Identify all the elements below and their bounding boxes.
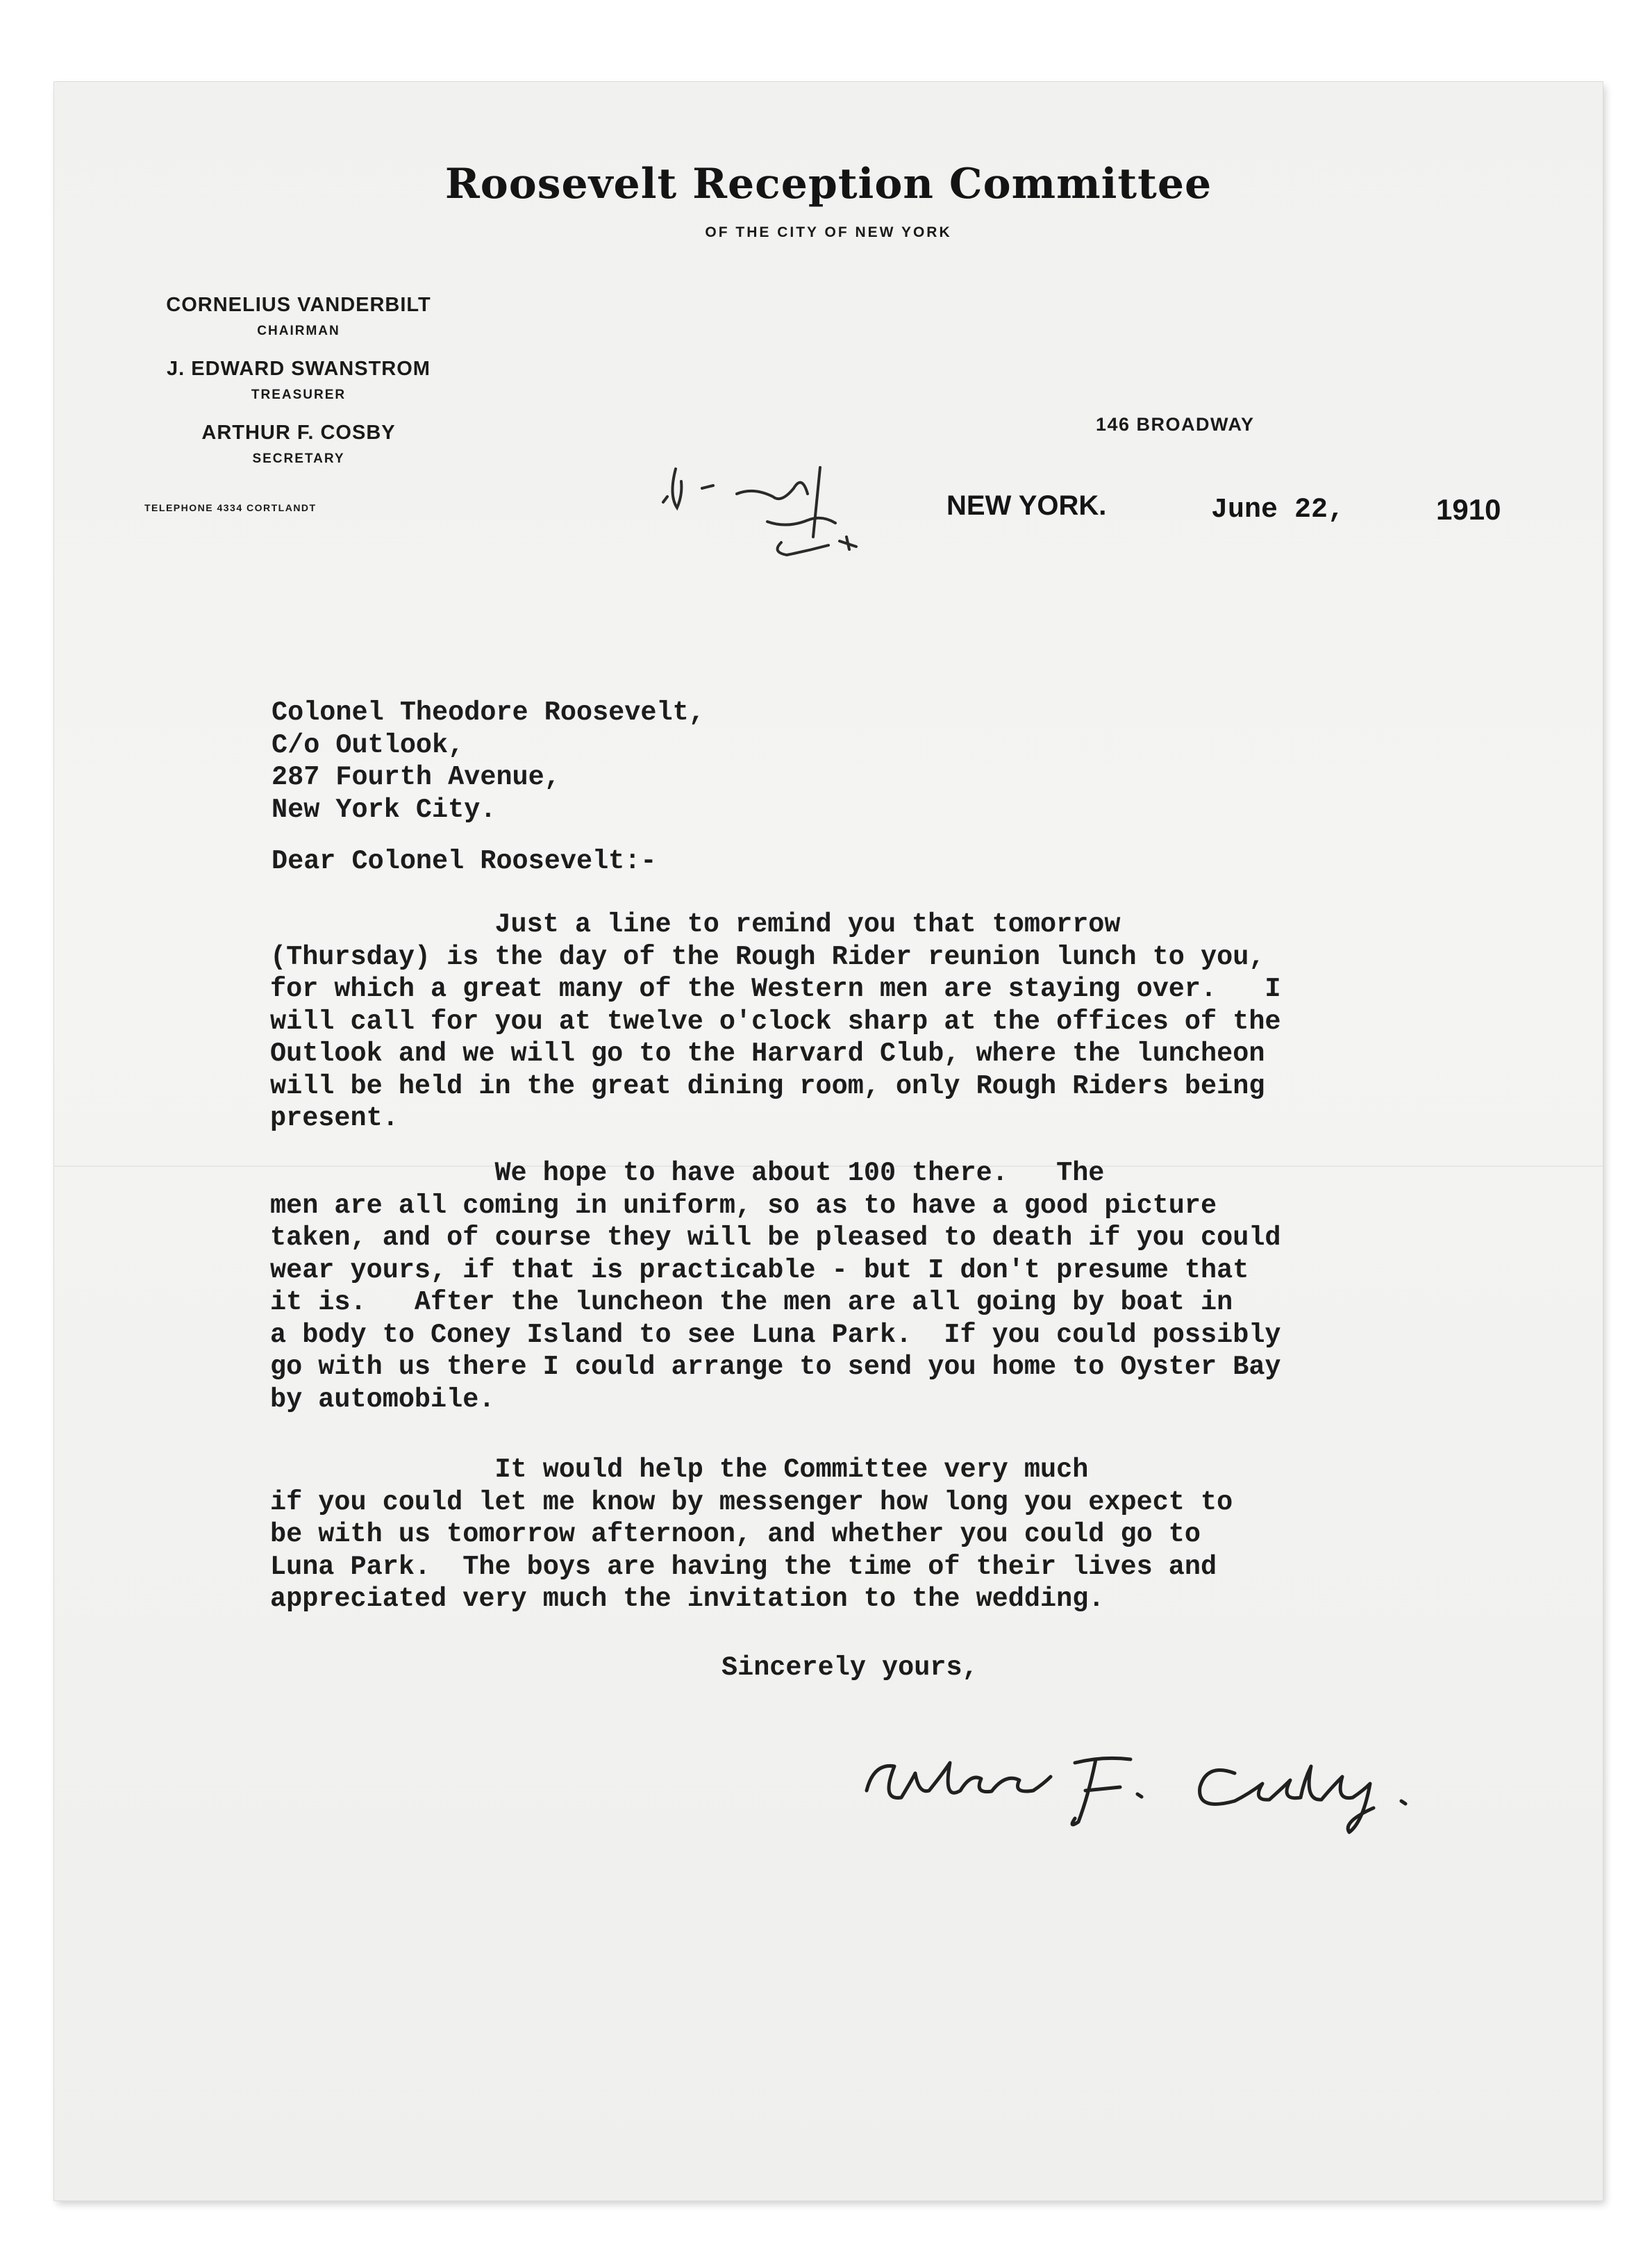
salutation: Dear Colonel Roosevelt:- bbox=[272, 846, 657, 877]
officer-role: SECRETARY bbox=[252, 451, 345, 466]
paragraph-line: will be held in the great dining room, only Rough Riders being bbox=[270, 1070, 1265, 1102]
street-address: 146 BROADWAY bbox=[1096, 414, 1255, 435]
paragraph-line: wear yours, if that is practicable - but I don't presume that bbox=[270, 1254, 1249, 1286]
officer-name: ARTHUR F. COSBY bbox=[201, 422, 396, 444]
address-line: New York City. bbox=[272, 794, 497, 825]
officer-treasurer bbox=[118, 358, 479, 403]
paragraph-line: be with us tomorrow afternoon, and whether you could go to bbox=[270, 1519, 1201, 1550]
paragraph-line: go with us there I could arrange to send you home to Oyster Bay bbox=[270, 1352, 1281, 1382]
letter-year: 1910 bbox=[1436, 493, 1501, 526]
paragraph-line: Luna Park. The boys are having the time of their lives and bbox=[270, 1551, 1217, 1582]
officer-chairman bbox=[118, 294, 479, 339]
paragraph-line: We hope to have about 100 there. The bbox=[270, 1158, 1105, 1188]
handwritten-notation-icon bbox=[599, 454, 919, 579]
paragraph-line: for which a great many of the Western men are staying over. I bbox=[270, 974, 1281, 1004]
recipient-address bbox=[272, 697, 705, 826]
paragraph-line: men are all coming in uniform, so as to have a good picture bbox=[270, 1190, 1217, 1221]
paragraph-line: will call for you at twelve o'clock sharp at the offices of the bbox=[270, 1006, 1281, 1037]
officer-secretary bbox=[118, 422, 479, 467]
paragraph-line: by automobile. bbox=[270, 1384, 495, 1415]
closing: Sincerely yours, bbox=[721, 1652, 978, 1683]
officer-role: TREASURER bbox=[251, 388, 347, 402]
paragraph-line: It would help the Committee very much bbox=[270, 1454, 1089, 1485]
paragraph-line: (Thursday) is the day of the Rough Rider reunion lunch to you, bbox=[270, 941, 1265, 972]
officer-name: CORNELIUS VANDERBILT bbox=[166, 294, 431, 316]
body-paragraph-3 bbox=[270, 1454, 1233, 1616]
telephone-number: TELEPHONE 4334 CORTLANDT bbox=[144, 502, 317, 513]
paragraph-line: appreciated very much the invitation to the wedding. bbox=[270, 1584, 1105, 1614]
paragraph-line: a body to Coney Island to see Luna Park. If you could possibly bbox=[270, 1319, 1281, 1350]
paragraph-line: it is. After the luncheon the men are all going by boat in bbox=[270, 1287, 1233, 1318]
letter-page bbox=[54, 82, 1603, 2200]
paragraph-line: Outlook and we will go to the Harvard Club, where the luncheon bbox=[270, 1038, 1265, 1069]
body-paragraph-2 bbox=[270, 1157, 1281, 1416]
body-paragraph-1 bbox=[270, 908, 1281, 1135]
paragraph-line: taken, and of course they will be pleased to death if you could bbox=[270, 1222, 1281, 1253]
paragraph-line: present. bbox=[270, 1103, 399, 1134]
address-line: C/o Outlook, bbox=[272, 729, 465, 761]
letter-date: June 22, bbox=[1211, 495, 1345, 526]
paragraph-line: if you could let me know by messenger how long you expect to bbox=[270, 1486, 1233, 1518]
address-line: 287 Fourth Avenue, bbox=[272, 762, 560, 792]
letterhead-subtitle: OF THE CITY OF NEW YORK bbox=[705, 224, 952, 240]
address-line: Colonel Theodore Roosevelt, bbox=[272, 697, 705, 728]
officer-role: CHAIRMAN bbox=[257, 324, 340, 338]
letterhead-title: Roosevelt Reception Committee bbox=[444, 160, 1212, 208]
officer-name: J. EDWARD SWANSTROM bbox=[167, 358, 431, 380]
signature-icon bbox=[846, 1725, 1540, 1843]
paragraph-line: Just a line to remind you that tomorrow bbox=[270, 909, 1121, 940]
city-name: NEW YORK. bbox=[946, 490, 1107, 521]
